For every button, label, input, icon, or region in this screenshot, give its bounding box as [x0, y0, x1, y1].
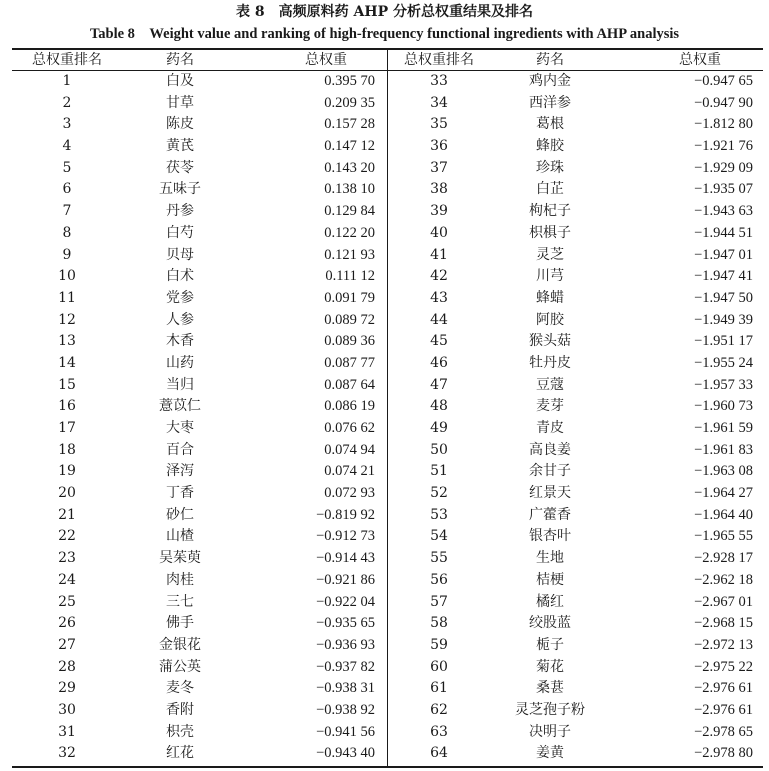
name-cell: 香附: [166, 701, 194, 718]
name-cell: 广藿香: [529, 506, 571, 523]
name-cell: 贝母: [166, 246, 194, 263]
weight-cell: −1.943 63: [694, 203, 753, 220]
weight-cell: 0.157 28: [324, 116, 375, 133]
name-cell: 蒲公英: [159, 658, 201, 675]
table-row: [0, 375, 387, 397]
weight-cell: −1.965 55: [694, 528, 753, 545]
rank-cell: 45: [430, 333, 448, 350]
table-row: [388, 136, 769, 158]
rank-cell: 14: [58, 354, 76, 371]
rank-cell: 23: [58, 550, 76, 567]
name-cell: 枸杞子: [529, 203, 571, 220]
name-cell: 吴茱萸: [159, 550, 201, 567]
rank-cell: 56: [430, 571, 448, 588]
rank-cell: 36: [430, 138, 448, 155]
rank-cell: 58: [430, 615, 448, 632]
name-cell: 豆蔻: [536, 376, 564, 393]
rank-cell: 24: [58, 571, 76, 588]
weight-cell: −2.976 61: [694, 680, 753, 697]
name-cell: 橘红: [536, 593, 564, 610]
weight-cell: −1.963 08: [694, 463, 753, 480]
name-cell: 枳椇子: [529, 224, 571, 241]
rank-cell: 26: [58, 615, 76, 632]
table-row: [388, 570, 769, 592]
table-row: [388, 657, 769, 679]
name-cell: 灵芝孢子粉: [515, 701, 585, 718]
rank-cell: 8: [62, 224, 72, 241]
weight-cell: −0.936 93: [316, 636, 375, 653]
table-row: [0, 266, 387, 288]
rank-cell: 49: [430, 420, 448, 436]
table-row: [0, 657, 387, 679]
table-row: [388, 353, 769, 375]
name-cell: 党参: [166, 289, 194, 306]
name-cell: 薏苡仁: [159, 398, 201, 415]
header-weight-left: 总权重: [305, 52, 347, 68]
rank-cell: 38: [430, 181, 448, 198]
table-row: [0, 440, 387, 462]
rank-cell: 48: [430, 398, 448, 415]
rank-cell: 5: [62, 159, 72, 176]
table-row: [0, 396, 387, 418]
right-table-body: [388, 71, 769, 765]
weight-cell: −1.964 27: [694, 485, 753, 502]
weight-cell: −2.972 13: [694, 636, 753, 653]
table-row: [388, 158, 769, 180]
name-cell: 山楂: [166, 528, 194, 545]
weight-cell: 0.089 72: [324, 311, 375, 328]
table-row: [388, 288, 769, 310]
table-row: [0, 158, 387, 180]
name-cell: 麦冬: [166, 680, 194, 697]
weight-cell: −2.975 22: [694, 658, 753, 675]
table-row: [388, 440, 769, 462]
name-cell: 百合: [166, 441, 194, 458]
table-row: [388, 310, 769, 332]
table-row: [388, 114, 769, 136]
table-row: [388, 678, 769, 700]
name-cell: 黄芪: [166, 138, 194, 155]
weight-cell: 0.091 79: [324, 289, 375, 306]
name-cell: 桔梗: [536, 571, 564, 588]
weight-cell: 0.122 20: [324, 224, 375, 241]
bottom-rule: [12, 766, 763, 768]
header-weight-right: 总权重: [679, 52, 721, 68]
name-cell: 丁香: [166, 485, 194, 502]
name-cell: 枳壳: [166, 723, 194, 740]
weight-cell: 0.074 21: [324, 463, 375, 480]
rank-cell: 55: [430, 550, 448, 567]
table-row: [388, 331, 769, 353]
table-row: [388, 93, 769, 115]
table-row: [0, 353, 387, 375]
table-row: [0, 71, 387, 93]
rank-cell: 50: [430, 441, 448, 458]
weight-cell: −0.914 43: [316, 550, 375, 567]
name-cell: 茯苓: [166, 159, 194, 176]
weight-cell: 0.129 84: [324, 203, 375, 220]
weight-cell: −1.951 17: [694, 333, 753, 350]
rank-cell: 52: [430, 485, 448, 502]
table-row: [0, 570, 387, 592]
table-row: [0, 223, 387, 245]
rank-cell: 4: [62, 138, 72, 155]
table-row: [0, 613, 387, 635]
name-cell: 蜂胶: [536, 138, 564, 155]
weight-cell: 0.121 93: [324, 246, 375, 263]
table-row: [0, 743, 387, 765]
weight-cell: 0.147 12: [324, 138, 375, 155]
rank-cell: 9: [62, 246, 72, 263]
table-row: [0, 722, 387, 744]
name-cell: 泽泻: [166, 463, 194, 480]
weight-cell: −2.962 18: [694, 571, 753, 588]
table-row: [0, 245, 387, 267]
rank-cell: 15: [58, 376, 76, 393]
weight-cell: −1.935 07: [694, 181, 753, 198]
name-cell: 白术: [166, 268, 194, 285]
rank-cell: 51: [430, 463, 448, 480]
weight-cell: 0.143 20: [324, 159, 375, 176]
rank-cell: 11: [58, 289, 76, 306]
name-cell: 决明子: [529, 723, 571, 740]
rank-cell: 30: [58, 701, 76, 718]
table-row: [0, 93, 387, 115]
header-rank-left: 总权重排名: [32, 52, 102, 68]
weight-cell: −1.947 41: [694, 268, 753, 285]
name-cell: 人参: [166, 311, 194, 328]
name-cell: 葛根: [536, 116, 564, 133]
rank-cell: 63: [430, 723, 448, 740]
table-row: [388, 743, 769, 765]
table-row: [388, 613, 769, 635]
weight-cell: −1.944 51: [694, 224, 753, 241]
name-cell: 姜黄: [536, 745, 564, 762]
name-cell: 麦芽: [536, 398, 564, 415]
rank-cell: 60: [430, 658, 448, 675]
rank-cell: 43: [430, 289, 448, 306]
table-row: [0, 136, 387, 158]
table-row: [388, 526, 769, 548]
rank-cell: 53: [430, 506, 448, 523]
weight-cell: 0.209 35: [324, 94, 375, 111]
weight-cell: 0.089 36: [324, 333, 375, 350]
name-cell: 砂仁: [166, 506, 194, 523]
rank-cell: 54: [430, 528, 448, 545]
name-cell: 金银花: [159, 636, 201, 653]
rank-cell: 22: [58, 528, 76, 545]
name-cell: 猴头菇: [529, 333, 571, 350]
weight-cell: −2.967 01: [694, 593, 753, 610]
table-row: [388, 223, 769, 245]
weight-cell: 0.138 10: [324, 181, 375, 198]
table-row: [0, 310, 387, 332]
rank-cell: 64: [430, 745, 448, 762]
rank-cell: 19: [58, 463, 76, 480]
rank-cell: 39: [430, 203, 448, 220]
weight-cell: −0.938 92: [316, 701, 375, 718]
rank-cell: 25: [58, 593, 76, 610]
table-row: [0, 483, 387, 505]
name-cell: 绞股蓝: [529, 615, 571, 632]
table-row: [388, 592, 769, 614]
weight-cell: −0.938 31: [316, 680, 375, 697]
rank-cell: 46: [430, 354, 448, 371]
table-row: [0, 288, 387, 310]
rank-cell: 44: [430, 311, 448, 328]
weight-cell: 0.076 62: [324, 420, 375, 436]
name-cell: 蜂蜡: [536, 289, 564, 306]
rank-cell: 32: [58, 745, 76, 762]
table-row: [0, 635, 387, 657]
name-cell: 陈皮: [166, 116, 194, 133]
rank-cell: 17: [58, 420, 76, 436]
rank-cell: 40: [430, 224, 448, 241]
table-row: [0, 331, 387, 353]
table-title-en: Table 8 Weight value and ranking of high-frequency functional ingredients with AHP analysis: [89, 26, 680, 42]
name-cell: 阿胶: [536, 311, 564, 328]
rank-cell: 3: [62, 116, 72, 133]
name-cell: 余甘子: [529, 463, 571, 480]
rank-cell: 16: [58, 398, 76, 415]
table-row: [0, 461, 387, 483]
weight-cell: −1.929 09: [694, 159, 753, 176]
rank-cell: 2: [62, 94, 72, 111]
weight-cell: −1.961 83: [694, 441, 753, 458]
table-row: [0, 418, 387, 440]
weight-cell: −1.947 50: [694, 289, 753, 306]
weight-cell: −0.943 40: [316, 745, 375, 762]
name-cell: 白芍: [166, 224, 194, 241]
weight-cell: −0.912 73: [316, 528, 375, 545]
rank-cell: 61: [430, 680, 448, 697]
weight-cell: −1.949 39: [694, 311, 753, 328]
name-cell: 川芎: [536, 268, 564, 285]
weight-cell: −2.976 61: [694, 701, 753, 718]
table-row: [0, 179, 387, 201]
table-row: [388, 700, 769, 722]
rank-cell: 28: [58, 658, 76, 675]
weight-cell: 0.111 12: [325, 268, 375, 285]
name-cell: 鸡内金: [529, 73, 571, 89]
weight-cell: −1.812 80: [694, 116, 753, 133]
table-row: [0, 700, 387, 722]
name-cell: 菊花: [536, 658, 564, 675]
weight-cell: −0.937 82: [316, 658, 375, 675]
weight-cell: −2.928 17: [694, 550, 753, 567]
weight-cell: −2.978 80: [694, 745, 753, 762]
table-row: [0, 592, 387, 614]
rank-cell: 10: [58, 268, 76, 285]
table-row: [388, 461, 769, 483]
weight-cell: −1.964 40: [694, 506, 753, 523]
weight-cell: 0.087 64: [324, 376, 375, 393]
name-cell: 牡丹皮: [529, 354, 571, 371]
table-row: [388, 722, 769, 744]
name-cell: 三七: [166, 593, 194, 610]
name-cell: 珍珠: [536, 159, 564, 176]
table-row: [388, 418, 769, 440]
name-cell: 五味子: [159, 181, 201, 198]
table-row: [388, 245, 769, 267]
table-row: [388, 505, 769, 527]
weight-cell: −1.955 24: [694, 354, 753, 371]
weight-cell: −2.968 15: [694, 615, 753, 632]
rank-cell: 21: [58, 506, 76, 523]
rank-cell: 6: [62, 181, 72, 198]
table-row: [0, 201, 387, 223]
table-row: [388, 179, 769, 201]
name-cell: 桑葚: [536, 680, 564, 697]
weight-cell: −1.957 33: [694, 376, 753, 393]
table-row: [0, 114, 387, 136]
name-cell: 银杏叶: [529, 528, 571, 545]
table-row: [388, 266, 769, 288]
rank-cell: 62: [430, 701, 448, 718]
table-row: [0, 505, 387, 527]
name-cell: 木香: [166, 333, 194, 350]
rank-cell: 31: [58, 723, 76, 740]
rank-cell: 35: [430, 116, 448, 133]
weight-cell: −0.922 04: [316, 593, 375, 610]
rank-cell: 12: [58, 311, 76, 328]
weight-cell: 0.395 70: [324, 73, 375, 89]
rank-cell: 42: [430, 268, 448, 285]
name-cell: 甘草: [166, 94, 194, 111]
weight-cell: −0.921 86: [316, 571, 375, 588]
table-row: [388, 396, 769, 418]
header-name-right: 药名: [536, 52, 564, 68]
table-row: [388, 635, 769, 657]
rank-cell: 13: [58, 333, 76, 350]
header-rank-right: 总权重排名: [404, 52, 474, 68]
name-cell: 白芷: [536, 181, 564, 198]
name-cell: 高良姜: [529, 441, 571, 458]
weight-cell: −1.960 73: [694, 398, 753, 415]
rank-cell: 27: [58, 636, 76, 653]
table-row: [0, 678, 387, 700]
rank-cell: 37: [430, 159, 448, 176]
table-row: [0, 548, 387, 570]
name-cell: 红花: [166, 745, 194, 762]
weight-cell: −1.961 59: [694, 420, 753, 436]
rank-cell: 33: [430, 73, 448, 89]
name-cell: 西洋参: [529, 94, 571, 111]
weight-cell: −1.921 76: [694, 138, 753, 155]
table-row: [388, 375, 769, 397]
name-cell: 红景天: [529, 485, 571, 502]
name-cell: 青皮: [536, 420, 564, 436]
name-cell: 白及: [166, 73, 194, 89]
rank-cell: 1: [62, 73, 72, 89]
rank-cell: 59: [430, 636, 448, 653]
name-cell: 当归: [166, 376, 194, 393]
weight-cell: 0.074 94: [324, 441, 375, 458]
name-cell: 山药: [166, 354, 194, 371]
weight-cell: −0.935 65: [316, 615, 375, 632]
weight-cell: −0.941 56: [316, 723, 375, 740]
header-name-left: 药名: [166, 52, 194, 68]
weight-cell: −2.978 65: [694, 723, 753, 740]
weight-cell: 0.087 77: [324, 354, 375, 371]
table-row: [388, 201, 769, 223]
rank-cell: 34: [430, 94, 448, 111]
name-cell: 灵芝: [536, 246, 564, 263]
weight-cell: 0.086 19: [324, 398, 375, 415]
table-row: [388, 71, 769, 93]
name-cell: 肉桂: [166, 571, 194, 588]
name-cell: 栀子: [536, 636, 564, 653]
rank-cell: 20: [58, 485, 76, 502]
left-table-body: [0, 71, 387, 765]
rank-cell: 47: [430, 376, 448, 393]
rank-cell: 57: [430, 593, 448, 610]
rank-cell: 7: [62, 203, 72, 220]
weight-cell: −0.947 90: [694, 94, 753, 111]
table-row: [0, 526, 387, 548]
weight-cell: 0.072 93: [324, 485, 375, 502]
name-cell: 丹参: [166, 203, 194, 220]
name-cell: 大枣: [166, 420, 194, 436]
rank-cell: 29: [58, 680, 76, 697]
weight-cell: −1.947 01: [694, 246, 753, 263]
name-cell: 生地: [536, 550, 564, 567]
table-title-cn: 表 8 高频原料药 AHP 分析总权重结果及排名: [236, 4, 533, 20]
table-row: [388, 483, 769, 505]
rank-cell: 41: [430, 246, 448, 263]
name-cell: 佛手: [166, 615, 194, 632]
rank-cell: 18: [58, 441, 76, 458]
weight-cell: −0.947 65: [694, 73, 753, 89]
weight-cell: −0.819 92: [316, 506, 375, 523]
table-row: [388, 548, 769, 570]
